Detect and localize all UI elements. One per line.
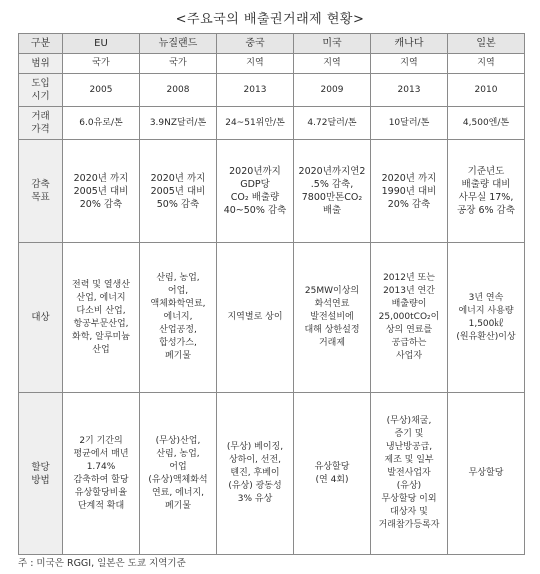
header-country-new-zealand: 뉴질랜드 (140, 34, 217, 54)
table-cell: 유상할당 (연 4회) (294, 393, 371, 555)
table-cell: 4,500엔/톤 (448, 107, 525, 140)
row-allocation-method (19, 393, 525, 555)
table-cell: 10달러/톤 (371, 107, 448, 140)
row-reduction-target (19, 140, 525, 243)
row-label-scope: 범위 (19, 54, 63, 74)
row-label-introduction: 도입 시기 (19, 74, 63, 107)
table-cell: 2020년 까지 1990년 대비 20% 감축 (371, 140, 448, 243)
row-label-allocation-method: 할당 방법 (19, 393, 63, 555)
header-country-usa: 미국 (294, 34, 371, 54)
row-introduction (19, 74, 525, 107)
table-cell: 지역 (371, 54, 448, 74)
row-scope (19, 54, 525, 74)
table-cell: 국가 (140, 54, 217, 74)
table-cell: (무상)산업, 산림, 농업, 어업 (유상)액체화석 연료, 에너지, 폐기물 (140, 393, 217, 555)
table-cell: (무상)채굴, 증기 및 냉난방공급, 제조 및 일부 발전사업자 (유상) 무상할당 이외 대상자 및 거래참가등록자 (371, 393, 448, 555)
header-row (19, 34, 525, 54)
table-cell: 2013 (217, 74, 294, 107)
table-cell: 2008 (140, 74, 217, 107)
table-cell: 전력 및 열생산 산업, 에너지 다소비 산업, 항공부문산업, 화학, 알루미늄 산업 (63, 243, 140, 393)
table-cell: 국가 (63, 54, 140, 74)
table-cell: 2기 기간의 평균에서 매년 1.74% 감축하여 할당 유상할당비율 단계적 확대 (63, 393, 140, 555)
table-cell: (무상) 베이징, 상하이, 선전, 톈진, 후베이 (유상) 광동성 3% 유상 (217, 393, 294, 555)
table-cell: 2009 (294, 74, 371, 107)
table-cell: 무상할당 (448, 393, 525, 555)
table-cell: 지역별로 상이 (217, 243, 294, 393)
table-cell: 6.0유로/톤 (63, 107, 140, 140)
table-title: <주요국의 배출권거래제 현황> (175, 12, 365, 27)
table-cell: 2012년 또는 2013년 연간 배출량이 25,000tCO₂이 상의 연료를 공급하는 사업자 (371, 243, 448, 393)
table-cell: 4.72달러/톤 (294, 107, 371, 140)
table-cell: 2020년까지 GDP당 CO₂ 배출량 40~50% 감축 (217, 140, 294, 243)
row-subject (19, 243, 525, 393)
ets-status-table (18, 33, 525, 555)
table-cell: 2020년까지연2 .5% 감축, 7800만톤CO₂ 배출 (294, 140, 371, 243)
table-cell: 2013 (371, 74, 448, 107)
table-cell: 산림, 농업, 어업, 액체화학연료, 에너지, 산업공정, 합성가스, 폐기물 (140, 243, 217, 393)
table-cell: 25MW이상의 화석연료 발전설비에 대해 상한설정 거래제 (294, 243, 371, 393)
table-cell: 지역 (217, 54, 294, 74)
footnote: 주 : 미국은 RGGI, 일본은 도쿄 지역기준 (18, 558, 186, 569)
table-cell: 기준년도 배출량 대비 사무실 17%, 공장 6% 감축 (448, 140, 525, 243)
table-cell: 2010 (448, 74, 525, 107)
row-label-reduction-target: 감축 목표 (19, 140, 63, 243)
header-country-china: 중국 (217, 34, 294, 54)
header-country-canada: 캐나다 (371, 34, 448, 54)
row-label-price: 거래 가격 (19, 107, 63, 140)
header-corner: 구분 (19, 34, 63, 54)
header-country-eu: EU (63, 34, 140, 54)
table-cell: 3년 연속 에너지 사용량 1,500㎘ (원유환산)이상 (448, 243, 525, 393)
row-label-subject: 대상 (19, 243, 63, 393)
table-cell: 3.9NZ달러/톤 (140, 107, 217, 140)
table-cell: 24~51위안/톤 (217, 107, 294, 140)
table-cell: 2005 (63, 74, 140, 107)
row-price (19, 107, 525, 140)
header-country-japan: 일본 (448, 34, 525, 54)
table-cell: 2020년 까지 2005년 대비 20% 감축 (63, 140, 140, 243)
table-cell: 지역 (294, 54, 371, 74)
table-cell: 2020년 까지 2005년 대비 50% 감축 (140, 140, 217, 243)
table-cell: 지역 (448, 54, 525, 74)
